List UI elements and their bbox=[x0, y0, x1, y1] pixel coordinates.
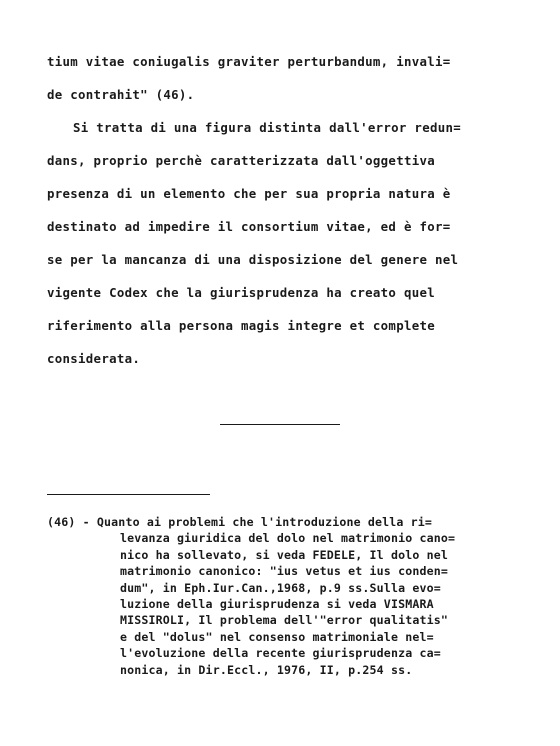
footnote-first-line bbox=[47, 514, 527, 530]
body-line: vigente Codex che la giurisprudenza ha creato quel bbox=[47, 285, 435, 300]
footnote-line: dum", in Eph.Iur.Can.,1968, p.9 ss.Sulla evo= bbox=[120, 580, 441, 595]
footnote-line: matrimonio canonico: "ius vetus et ius conden= bbox=[120, 564, 448, 579]
footnote-separator bbox=[47, 494, 210, 495]
footnote-line: MISSIROLI, Il problema dell'"error qualitatis" bbox=[120, 613, 448, 628]
body-line: presenza di un elemento che per sua propria natura è bbox=[47, 186, 451, 201]
body-text bbox=[47, 45, 517, 375]
footnote-line: levanza giuridica del dolo nel matrimonio cano= bbox=[120, 531, 456, 546]
body-line: riferimento alla persona magis integre et complete bbox=[47, 318, 435, 333]
footnote-line: nico ha sollevato, si veda FEDELE, Il dolo nel bbox=[120, 547, 448, 562]
footnote-marker: (46) - bbox=[47, 515, 97, 529]
footnote-line: e del "dolus" nel consenso matrimoniale nel= bbox=[120, 629, 434, 644]
footnote bbox=[47, 514, 527, 678]
footnote-line: Quanto ai problemi che l'introduzione della ri= bbox=[96, 515, 433, 529]
footnote-line: l'evoluzione della recente giurisprudenza ca= bbox=[120, 646, 441, 661]
body-line: de contrahit" (46). bbox=[47, 87, 195, 102]
body-line: destinato ad impedire il consortium vitae, ed è for= bbox=[47, 219, 451, 234]
footnote-line: nonica, in Dir.Eccl., 1976, II, p.254 ss. bbox=[120, 662, 413, 677]
body-line: tium vitae coniugalis graviter perturbandum, invali= bbox=[47, 54, 451, 69]
body-line: Si tratta di una figura distinta dall'error redun= bbox=[73, 120, 461, 135]
section-divider bbox=[220, 424, 340, 425]
body-line: considerata. bbox=[47, 351, 141, 366]
footnote-line: luzione della giurisprudenza si veda VISMARA bbox=[120, 597, 434, 612]
body-line: dans, proprio perchè caratterizzata dall'oggettiva bbox=[47, 153, 435, 168]
body-line: se per la mancanza di una disposizione del genere nel bbox=[47, 252, 459, 267]
